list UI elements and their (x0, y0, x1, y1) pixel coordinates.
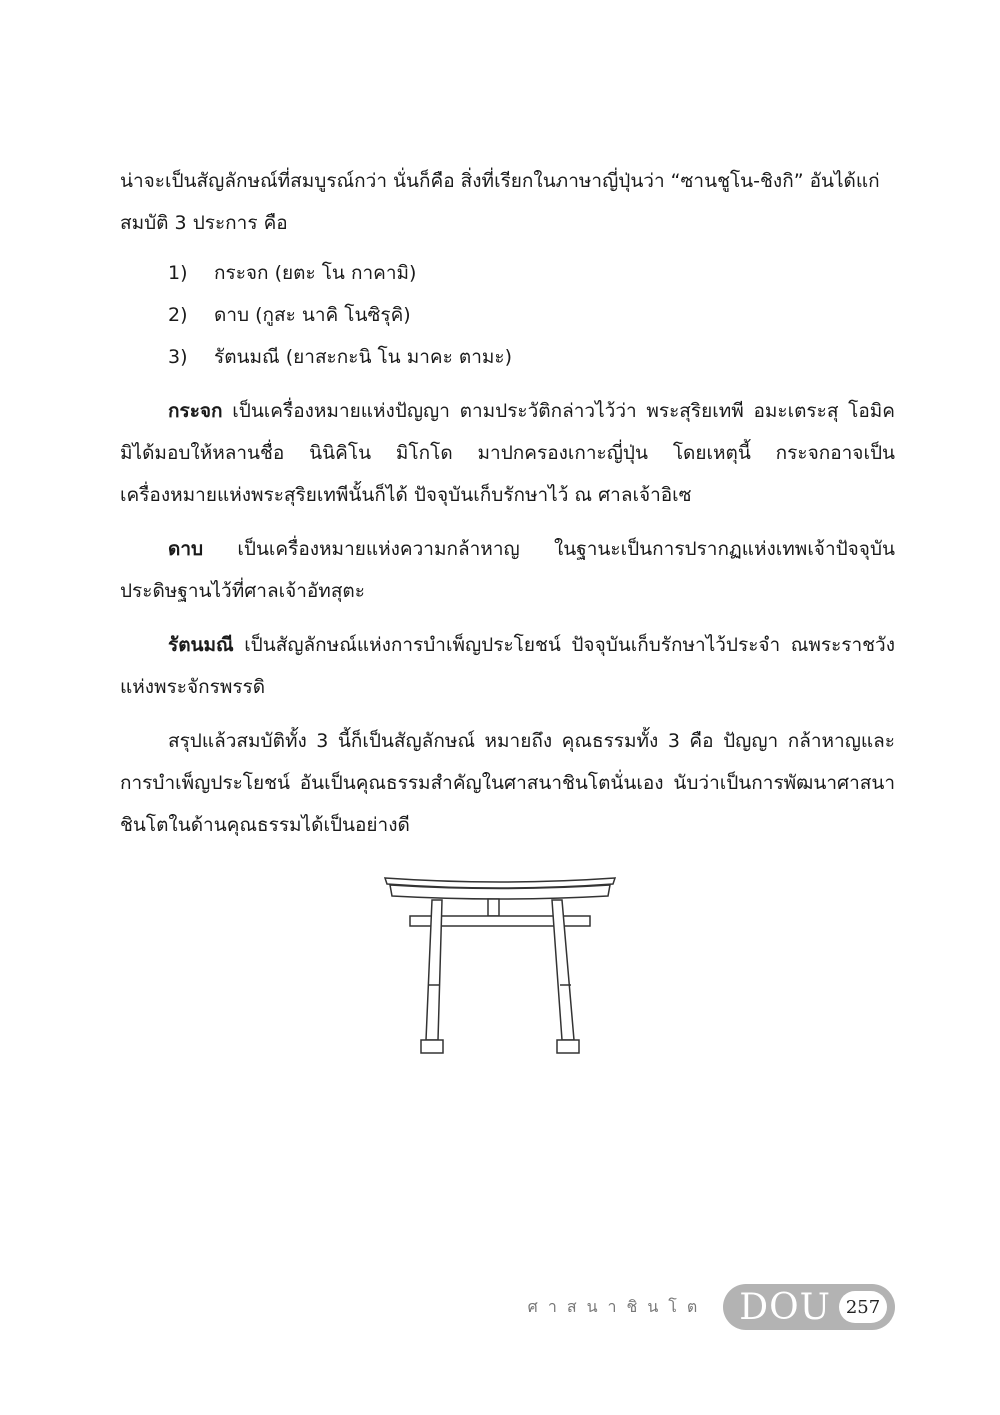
mirror-term: กระจก (168, 400, 223, 422)
torii-gate-illustration (380, 870, 620, 1060)
jewel-term: รัตนมณี (168, 634, 234, 656)
mirror-paragraph (120, 390, 895, 516)
body-text (120, 160, 895, 846)
list-item-text: รัตนมณี (ยาสะกะนิ โน มาคะ ตามะ) (214, 346, 513, 368)
sword-paragraph (120, 528, 895, 612)
footer-book-title: ศาสนาชินโต (527, 1296, 708, 1316)
torii-right-base (557, 1040, 579, 1053)
list-item-number: 1) (168, 262, 188, 284)
list-item-text: ดาบ (กูสะ นาคิ โนซิรุคิ) (214, 304, 411, 326)
jewel-paragraph (120, 624, 895, 708)
intro-line-2: สมบัติ 3 ประการ คือ (120, 212, 288, 234)
list-item-number: 3) (168, 346, 188, 368)
list-item (120, 294, 895, 336)
dou-logo: DOU (739, 1286, 831, 1328)
list-item (120, 336, 895, 378)
torii-left-base (421, 1040, 443, 1053)
list-item-text: กระจก (ยตะ โน กาคามิ) (214, 262, 417, 284)
list-item (120, 252, 895, 294)
page-number: 257 (839, 1291, 887, 1323)
list-item-number: 2) (168, 304, 188, 326)
sword-description: เป็นเครื่องหมายแห่งความกล้าหาญ ในฐานะเป็นการปรากฏแห่งเทพเจ้าปัจจุบันประดิษฐานไว้ที่ศาลเจ้าอัทสุตะ (120, 538, 895, 602)
intro-line-1: น่าจะเป็นสัญลักษณ์ที่สมบูรณ์กว่า นั่นก็คือ สิ่งที่เรียกในภาษาญี่ปุ่นว่า “ซานชูโน-ชิงกิ” อันได้แก่ (120, 170, 880, 192)
mirror-description: เป็นเครื่องหมายแห่งปัญญา ตามประวัติกล่าวไว้ว่า พระสุริยเทพี อมะเตระสุ โอมิคมิได้มอบให้หลานชื่อ นินิคิโน มิโกโด มาปกครองเกาะญี่ปุ่น โดยเหตุนี้ กระจกอาจเป็นเครื่องหมายแห่งพระสุริยเทพีนั้นก็ได้ ปัจจุบันเก็บรักษาไว้ ณ ศาลเจ้าอิเซ (120, 400, 895, 506)
treasure-list (120, 252, 895, 378)
summary-paragraph: สรุปแล้วสมบัติทั้ง 3 นี้ก็เป็นสัญลักษณ์ หมายถึง คุณธรรมทั้ง 3 คือ ปัญญา กล้าหาญและการบำเพ็ญประโยชน์ อันเป็นคุณธรรมสำคัญในศาสนาชินโตนั่นเอง นับว่าเป็นการพัฒนาศาสนาชินโตในด้านคุณธรรมได้เป็นอย่างดี (120, 730, 895, 836)
intro-paragraph (120, 160, 895, 244)
page-footer (528, 1283, 895, 1331)
torii-center-strut (488, 899, 499, 916)
footer-badge (723, 1284, 895, 1330)
jewel-description: เป็นสัญลักษณ์แห่งการบำเพ็ญประโยชน์ ปัจจุบันเก็บรักษาไว้ประจำ ณพระราชวังแห่งพระจักรพรรดิ (120, 634, 895, 698)
sword-term: ดาบ (168, 538, 204, 560)
